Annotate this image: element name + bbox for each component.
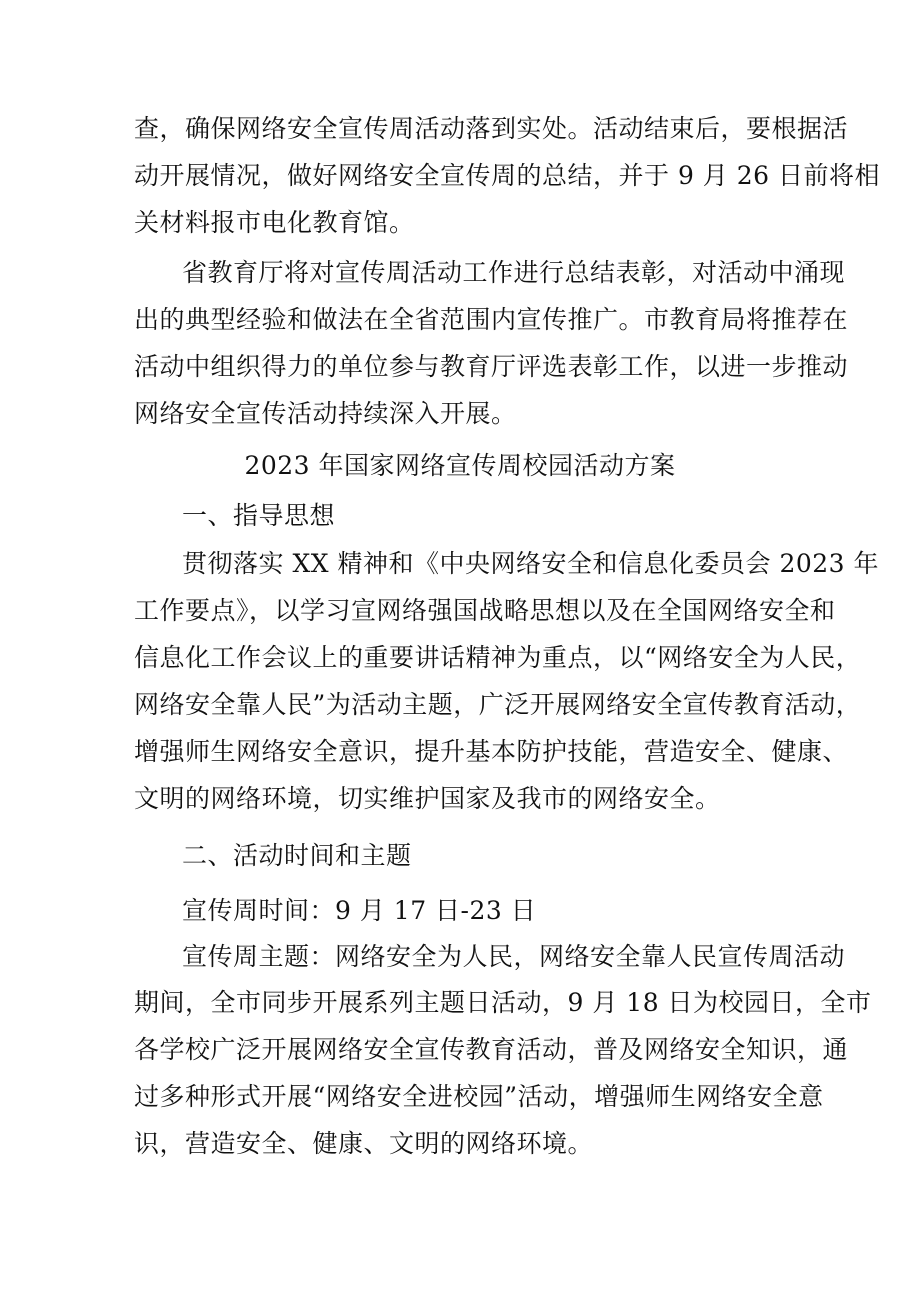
paragraph-line: 期间，全市同步开展系列主题日活动，9 月 18 日为校园日，全市 <box>134 988 872 1017</box>
paragraph-line: 出的典型经验和做法在全省范围内宣传推广。市教育局将推荐在 <box>134 305 849 334</box>
paragraph-line: 识，营造安全、健康、文明的网络环境。 <box>134 1129 594 1158</box>
paragraph-line: 增强师生网络安全意识，提升基本防护技能，营造安全、健康、 <box>134 737 849 766</box>
paragraph-line: 各学校广泛开展网络安全宣传教育活动，普及网络安全知识，通 <box>134 1035 849 1064</box>
paragraph-line: 网络安全宣传活动持续深入开展。 <box>134 399 517 428</box>
paragraph-line: 信息化工作会议上的重要讲话精神为重点，以“网络安全为人民， <box>134 643 862 672</box>
paragraph-line: 活动中组织得力的单位参与教育厅评选表彰工作，以进一步推动 <box>134 352 849 381</box>
paragraph-line: 查，确保网络安全宣传周活动落到实处。活动结束后，要根据活 <box>134 114 849 143</box>
paragraph-line: 宣传周主题：网络安全为人民，网络安全靠人民宣传周活动 <box>182 942 846 971</box>
paragraph-line: 文明的网络环境，切实维护国家及我市的网络安全。 <box>134 784 721 813</box>
document-title: 2023 年国家网络宣传周校园活动方案 <box>244 451 676 480</box>
paragraph-line: 过多种形式开展“网络安全进校园”活动，增强师生网络安全意 <box>134 1082 824 1111</box>
paragraph-line: 工作要点》，以学习宣网络强国战略思想以及在全国网络安全和 <box>134 596 836 625</box>
paragraph-line: 贯彻落实 XX 精神和《中央网络安全和信息化委员会 2023 年 <box>182 549 880 578</box>
section-heading: 一、指导思想 <box>182 501 336 530</box>
paragraph-line: 网络安全靠人民”为活动主题，广泛开展网络安全宣传教育活动， <box>134 690 862 719</box>
section-heading: 二、活动时间和主题 <box>182 841 412 870</box>
paragraph-line: 省教育厅将对宣传周活动工作进行总结表彰，对活动中涌现 <box>182 258 846 287</box>
paragraph-line: 动开展情况，做好网络安全宣传周的总结，并于 9 月 26 日前将相 <box>134 161 881 190</box>
paragraph-line: 宣传周时间：9 月 17 日-23 日 <box>182 896 537 925</box>
paragraph-line: 关材料报市电化教育馆。 <box>134 208 415 237</box>
